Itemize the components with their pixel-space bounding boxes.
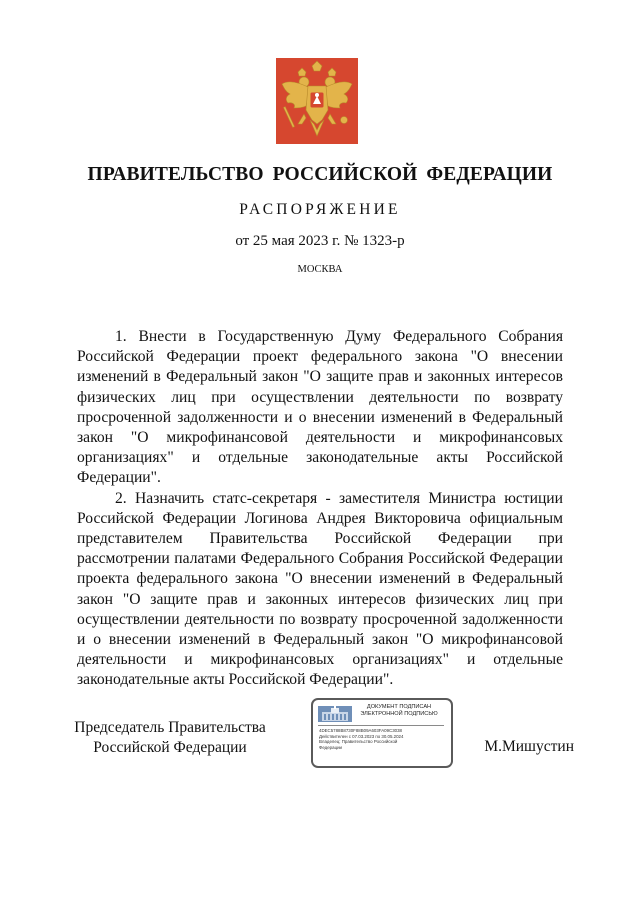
document-date-number: от 25 мая 2023 г. № 1323-р — [235, 233, 405, 249]
signatory-name: М.Мишустин — [484, 738, 574, 755]
paragraph-2: 2. Назначить статс-секретаря - заместителя Министра юстиции Российской Федерации Логинова Андрея Викторовича официальным представителем Правительства Российской Федерации при рассмотрении палатами Федерального Собрания Российской Федерации проекта федерального закона "О внесении изменений в Федеральный закон "О защите прав и законных интересов физических лиц при осуществлении деятельности по возврату просроченной задолженности и о внесении изменений в Федеральный закон "О микрофинансовой деятельности и микрофинансовых организациях" и отдельные законодательные акты Российской Федерации". — [77, 489, 563, 689]
government-title: ПРАВИТЕЛЬСТВО РОССИЙСКОЙ ФЕДЕРАЦИИ — [87, 164, 553, 185]
stamp-owner-line2: Федерации — [319, 745, 342, 751]
stamp-title-line1: ДОКУМЕНТ ПОДПИСАН — [366, 704, 432, 710]
paragraph-1: 1. Внести в Государственную Думу Федерального Собрания Российской Федерации проект федерального закона "О внесении изменений в Федеральный закон "О защите прав и законных интересов физических лиц при осуществлении деятельности по возврату просроченной задолженности и о внесении изменений в Федеральный закон "О микрофинансовой деятельности и микрофинансовых организациях" и отдельные законодательные акты Российской Федерации". — [77, 328, 563, 487]
stamp-title-line2: ЭЛЕКТРОННОЙ ПОДПИСЬЮ — [360, 711, 438, 717]
stamp-details — [319, 728, 447, 751]
government-building-icon — [318, 706, 352, 722]
stamp-divider — [318, 725, 444, 726]
document-city: МОСКВА — [297, 264, 343, 275]
russian-coat-of-arms-icon — [276, 58, 358, 144]
document-type: РАСПОРЯЖЕНИЕ — [239, 201, 401, 218]
stamp-header — [313, 700, 451, 726]
document-body — [77, 327, 563, 691]
electronic-signature-stamp — [311, 698, 453, 768]
signatory-position-line1: Председатель Правительства — [74, 719, 266, 736]
stamp-certificate: 4DEC5788B8730F88B09A603FA09C3038 — [319, 728, 402, 733]
stamp-validity: Действителен с 07.03.2023 по 30.05.2024 — [319, 733, 404, 739]
stamp-owner-line1: Владелец: Правительство Российской — [319, 739, 398, 745]
signatory-position-line2: Российской Федерации — [93, 739, 247, 756]
stamp-title — [351, 704, 447, 718]
signatory-position — [70, 718, 270, 758]
